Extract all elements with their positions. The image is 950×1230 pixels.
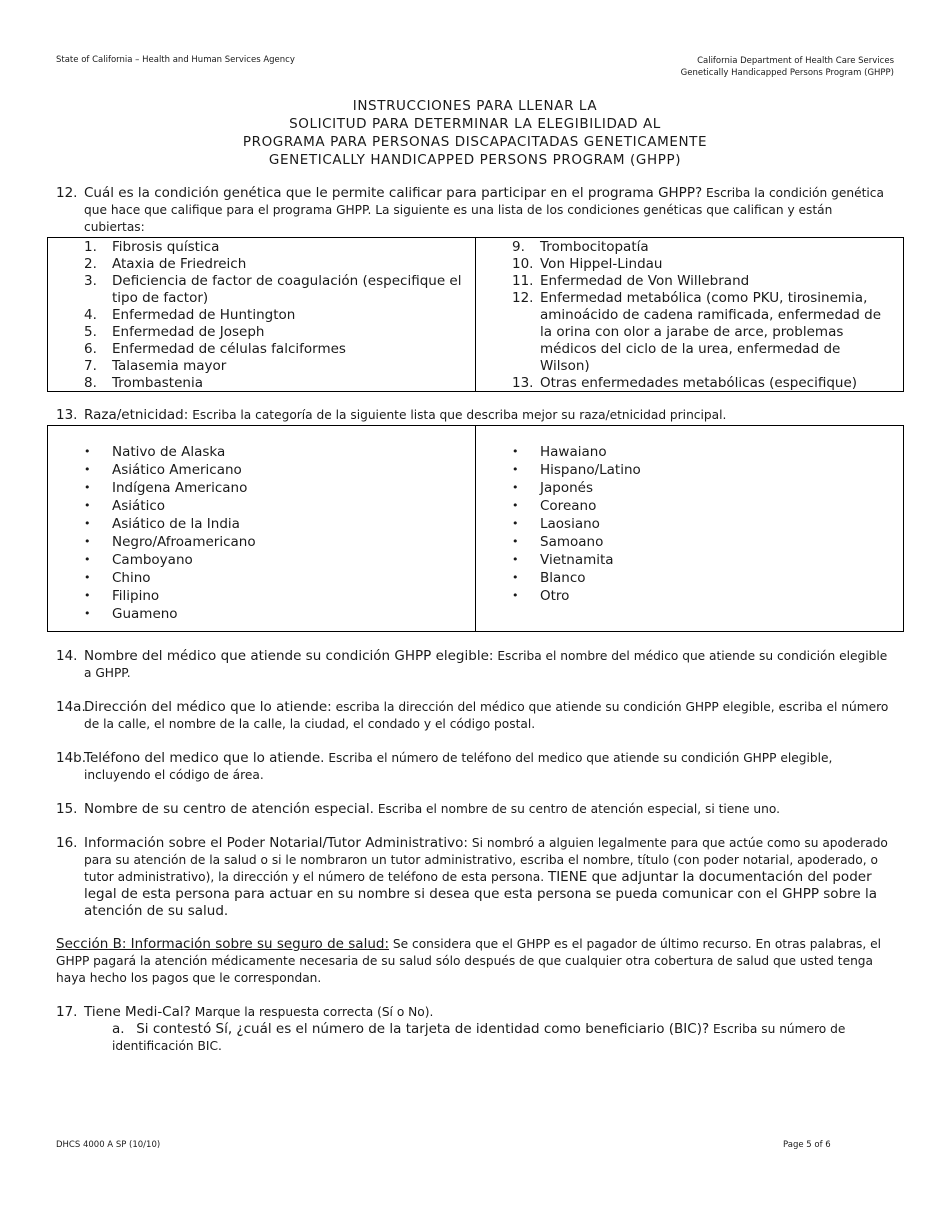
question-lead: Si contestó Sí, ¿cuál es el número de la tarjeta de identidad como beneficiario (BIC)? [136,1021,710,1037]
section-text: Se considera que el GHPP es el pagador de último recurso. En otras palabras, el GHPP pagará la atención médicamente necesaria de su salud sólo después de que cualquier otra cobertura de salud que usted tenga haya hecho los pagos que le correspondan. [56,937,882,985]
question-14 [56,648,896,682]
item-text: Talasemia mayor [112,358,227,374]
question-lead: Nombre del médico que atiende su condición GHPP elegible: [84,648,494,664]
question-number: 15. [56,801,78,817]
item-number: 10. [512,256,534,272]
list-item [476,239,889,256]
race-left-list [48,443,475,623]
section-heading: Sección B: Información sobre su seguro de salud: [56,936,390,952]
question-lead: Raza/etnicidad: [84,407,189,423]
list-item [476,375,889,392]
item-text: Deficiencia de factor de coagulación (especifique el tipo de factor) [112,273,462,306]
list-item [48,256,475,273]
list-item: • Laosiano [476,515,903,533]
item-number: 4. [84,307,97,323]
race-right-column [475,426,903,631]
question-lead: Dirección del médico que lo atiende: [84,699,332,715]
program-name: Genetically Handicapped Persons Program (GHPP) [680,68,894,78]
list-item: • Chino [48,569,475,587]
race-left-column [48,426,475,631]
question-number: 14. [56,648,78,664]
department-header [681,55,894,79]
item-number: 3. [84,273,97,289]
question-number: 14b. [56,750,87,766]
item-text: Trombastenia [112,375,203,391]
list-item [48,307,475,324]
title-line: INSTRUCCIONES PARA LLENAR LA [352,98,598,114]
section-b [56,936,896,987]
item-text: Enfermedad de Joseph [112,324,265,340]
item-text: Trombocitopatía [540,239,649,255]
list-item: • Blanco [476,569,903,587]
list-item: • Negro/Afroamericano [48,533,475,551]
question-12 [56,185,896,236]
question-text: Si nombró a alguien legalmente para que actúe como su apoderado para su atención de la salud o si le nombraron un tutor administrativo, escriba el nombre, título (con poder notarial, apoderado, o tutor administrativo), la dirección y el número de teléfono de esta persona. [84,836,888,884]
item-number: 12. [512,290,534,306]
question-14a [56,699,896,733]
list-item: • Japonés [476,479,903,497]
item-text: Ataxia de Friedreich [112,256,247,272]
question-text: Marque la respuesta correcta (Sí o No). [194,1005,434,1019]
question-text: Escriba el nombre del médico que atiende su condición elegible a GHPP. [84,649,888,680]
title-line: GENETICALLY HANDICAPPED PERSONS PROGRAM (GHPP) [268,152,682,168]
list-item: • Guameno [48,605,475,623]
question-17a [112,1021,896,1055]
item-text: Von Hippel-Lindau [540,256,663,272]
question-number: a. [112,1021,125,1037]
page-number: Page 5 of 6 [783,1140,831,1150]
list-item [48,239,475,256]
list-item: • Samoano [476,533,903,551]
list-item: • Hispano/Latino [476,461,903,479]
list-item: • Asiático de la India [48,515,475,533]
question-text: Escriba la condición genética que hace que califique para el programa GHPP. La siguiente es una lista de los condiciones genéticas que califican y están cubiertas: [84,186,884,234]
question-number: 16. [56,835,78,851]
question-lead: Nombre de su centro de atención especial. [84,801,374,817]
question-number: 13. [56,407,78,423]
item-text: Otras enfermedades metabólicas (especifique) [540,375,858,391]
item-text: Enfermedad de Von Willebrand [540,273,750,289]
question-16 [56,835,896,920]
question-lead: Teléfono del medico que lo atiende. [84,750,325,766]
list-item: • Camboyano [48,551,475,569]
question-number: 14a. [56,699,86,715]
item-number: 9. [512,239,525,255]
question-text: escriba la dirección del médico que atiende su condición GHPP elegible, escriba el número de la calle, el nombre de la calle, la ciudad, el condado y el código postal. [84,700,889,731]
race-ethnicity-table [47,425,904,632]
title-line: SOLICITUD PARA DETERMINAR LA ELEGIBILIDAD AL [289,116,661,132]
conditions-right-list [476,239,889,392]
list-item [48,358,475,375]
list-item: • Indígena Americano [48,479,475,497]
conditions-right-column [475,238,903,391]
list-item: • Nativo de Alaska [48,443,475,461]
title-line: PROGRAMA PARA PERSONAS DISCAPACITADAS GENETICAMENTE [242,134,708,150]
question-13 [56,407,896,424]
item-number: 13. [512,375,534,391]
question-17 [56,1004,896,1021]
item-number: 5. [84,324,97,340]
item-text: Enfermedad metabólica (como PKU, tirosinemia, aminoácido de cadena ramificada, enfermedad de la orina con olor a jarabe de arce, problemas médicos del ciclo de la urea, enfermedad de Wilson) [540,290,882,374]
question-requirement: TIENE que adjuntar la documentación del poder legal de esta persona para actuar en su nombre si desea que esta persona se pueda comunicar con el GHPP sobre la atención de su salud. [84,869,878,919]
list-item: • Vietnamita [476,551,903,569]
form-id: DHCS 4000 A SP (10/10) [56,1140,161,1150]
race-right-list [476,443,903,605]
item-number: 7. [84,358,97,374]
item-text: Enfermedad de células falciformes [112,341,346,357]
list-item [48,341,475,358]
item-text: Fibrosis quística [112,239,220,255]
question-number: 17. [56,1004,78,1020]
question-text: Escriba el nombre de su centro de atención especial, si tiene uno. [377,802,780,816]
question-lead: Tiene Medi-Cal? [84,1004,191,1020]
list-item [48,375,475,392]
list-item [48,273,475,307]
conditions-left-list [48,239,475,392]
genetic-conditions-table [47,237,904,392]
agency-name: State of California – Health and Human Services Agency [56,55,295,65]
list-item: • Coreano [476,497,903,515]
list-item [476,290,889,375]
question-lead: Cuál es la condición genética que le permite calificar para participar en el programa GHPP? [84,185,703,201]
question-14b [56,750,896,784]
list-item [476,273,889,290]
list-item: • Asiático [48,497,475,515]
question-text: Escriba su número de identificación BIC. [112,1022,846,1053]
list-item: • Otro [476,587,903,605]
item-number: 1. [84,239,97,255]
page-title [0,97,950,169]
list-item [48,324,475,341]
conditions-left-column [48,238,475,391]
item-number: 2. [84,256,97,272]
question-text: Escriba el número de teléfono del medico que atiende su condición GHPP elegible, incluyendo el código de área. [84,751,833,782]
item-text: Enfermedad de Huntington [112,307,296,323]
question-number: 12. [56,185,78,201]
question-15 [56,801,896,818]
item-number: 8. [84,375,97,391]
item-number: 6. [84,341,97,357]
list-item: • Hawaiano [476,443,903,461]
department-name: California Department of Health Care Services [697,56,894,66]
list-item: • Filipino [48,587,475,605]
list-item: • Asiático Americano [48,461,475,479]
item-number: 11. [512,273,534,289]
list-item [476,256,889,273]
question-text: Escriba la categoría de la siguiente lista que describa mejor su raza/etnicidad principal. [192,408,727,422]
question-lead: Información sobre el Poder Notarial/Tutor Administrativo: [84,835,468,851]
